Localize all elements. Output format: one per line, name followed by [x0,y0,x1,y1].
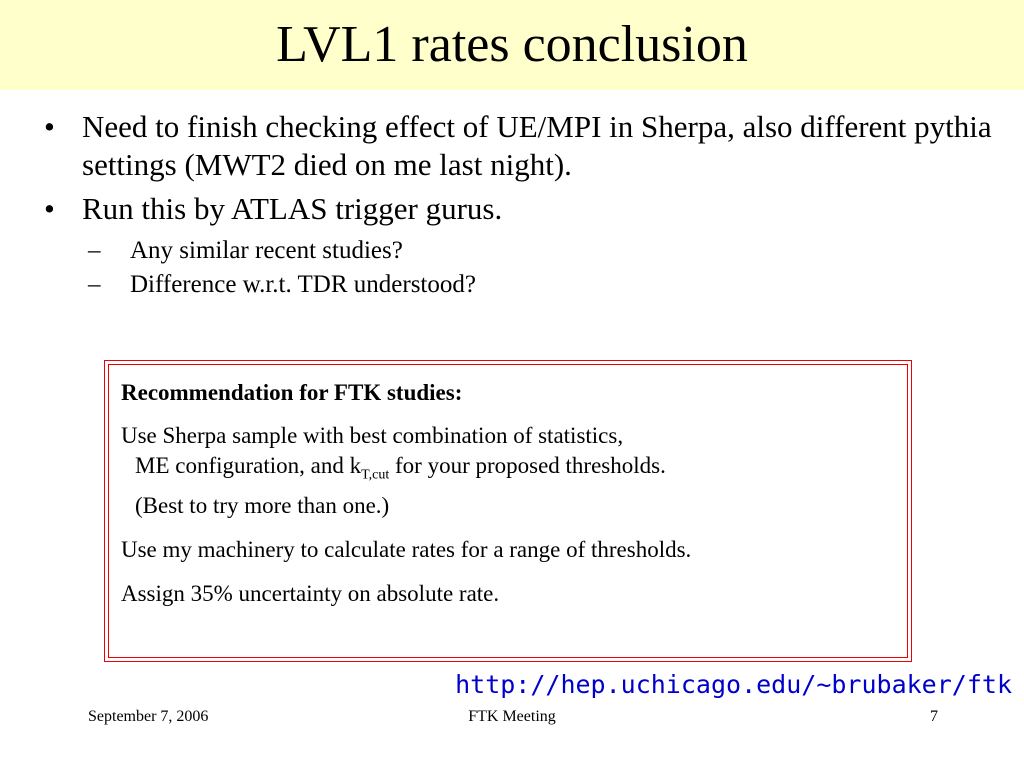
sub-bullet-text: Difference w.r.t. TDR understood? [130,271,476,298]
rec-line-post: for your proposed thresholds. [389,453,666,478]
rec-line: Use Sherpa sample with best combination of statistics, [121,423,624,448]
sub-bullet-text: Any similar recent studies? [130,237,403,264]
recommendation-paragraph-2: Use my machinery to calculate rates for a range of thresholds. [121,536,692,562]
recommendation-box [108,364,908,658]
slide-title: LVL1 rates conclusion [276,16,748,73]
dash-glyph: – [88,271,101,298]
footer-date: September 7, 2006 [88,708,209,725]
bullet-list [44,108,1004,302]
bullet-glyph: • [44,109,55,144]
bullet-glyph: • [44,191,55,226]
footer-page-number: 7 [930,708,938,725]
url-link[interactable]: http://hep.uchicago.edu/~brubaker/ftk [455,670,1012,699]
rec-line [121,451,897,491]
recommendation-paragraph-1 [121,421,897,521]
bullet-text: Need to finish checking effect of UE/MPI in Sherpa, also different pythia settings (MWT2 died on me last night). [82,109,992,182]
dash-glyph: – [88,237,101,264]
rec-line: (Best to try more than one.) [135,492,390,518]
bullet-item [44,108,1004,184]
sub-bullet-item [88,268,1004,302]
rec-subscript: T,cut [361,467,390,483]
footer-meeting: FTK Meeting [468,708,556,725]
sub-bullet-item [88,234,1004,268]
recommendation-title: Recommendation for FTK studies: [121,380,463,405]
bullet-item [44,190,1004,228]
bullet-text: Run this by ATLAS trigger gurus. [82,191,503,226]
rec-line-pre: ME configuration, and k [135,453,362,478]
recommendation-paragraph-3: Assign 35% uncertainty on absolute rate. [121,580,500,606]
